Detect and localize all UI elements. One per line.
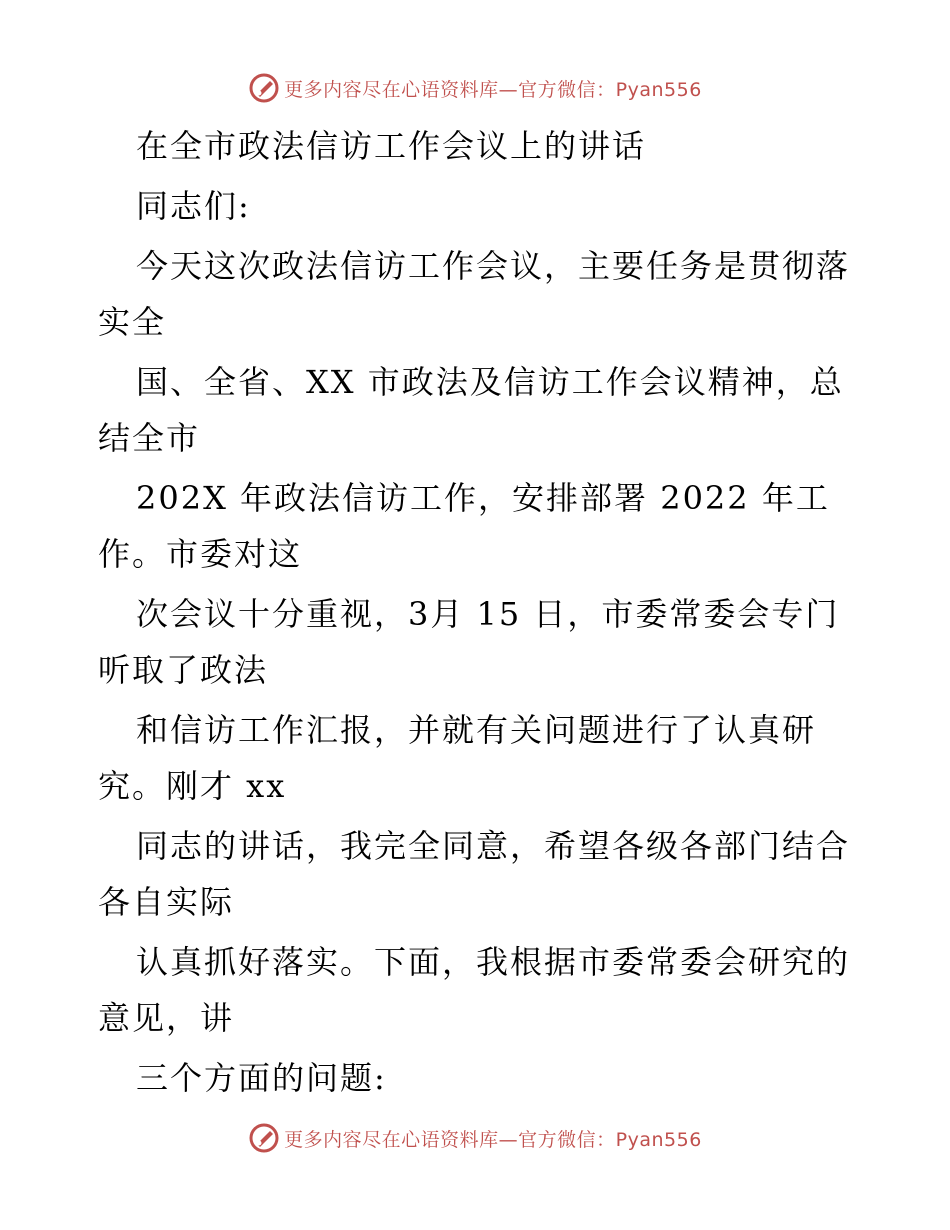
text-line: 次会议十分重视，3月 15 日，市委常委会专门 bbox=[136, 595, 840, 633]
watermark-text: 更多内容尽在心语资料库—官方微信：Pyan556 bbox=[284, 78, 702, 101]
text-line: 认真抓好落实。下面，我根据市委常委会研究的 bbox=[136, 943, 851, 981]
brand-logo-icon bbox=[248, 72, 280, 104]
watermark-text: 更多内容尽在心语资料库—官方微信：Pyan556 bbox=[284, 1128, 702, 1151]
footer-watermark bbox=[0, 1122, 950, 1154]
text-line: 实全 bbox=[98, 303, 167, 341]
text-line: 三个方面的问题: bbox=[136, 1059, 387, 1097]
document-title: 在全市政法信访工作会议上的讲话 bbox=[136, 127, 647, 165]
text-line: 和信访工作汇报，并就有关问题进行了认真研 bbox=[136, 711, 817, 749]
text-line: 今天这次政法信访工作会议，主要任务是贯彻落 bbox=[136, 247, 851, 285]
text-line: 202X 年政法信访工作，安排部署 2022 年工 bbox=[136, 479, 830, 517]
text-line: 结全市 bbox=[98, 419, 201, 457]
text-line: 国、全省、XX 市政法及信访工作会议精神，总 bbox=[136, 363, 844, 401]
text-line: 意见，讲 bbox=[98, 999, 235, 1037]
salutation: 同志们: bbox=[136, 187, 251, 225]
brand-logo-icon bbox=[248, 1122, 280, 1154]
text-line: 作。市委对这 bbox=[98, 535, 303, 573]
text-line: 同志的讲话，我完全同意，希望各级各部门结合 bbox=[136, 827, 851, 865]
header-watermark bbox=[0, 72, 950, 104]
text-line: 究。刚才 xx bbox=[98, 767, 287, 805]
text-line: 听取了政法 bbox=[98, 651, 269, 689]
text-line: 各自实际 bbox=[98, 883, 235, 921]
